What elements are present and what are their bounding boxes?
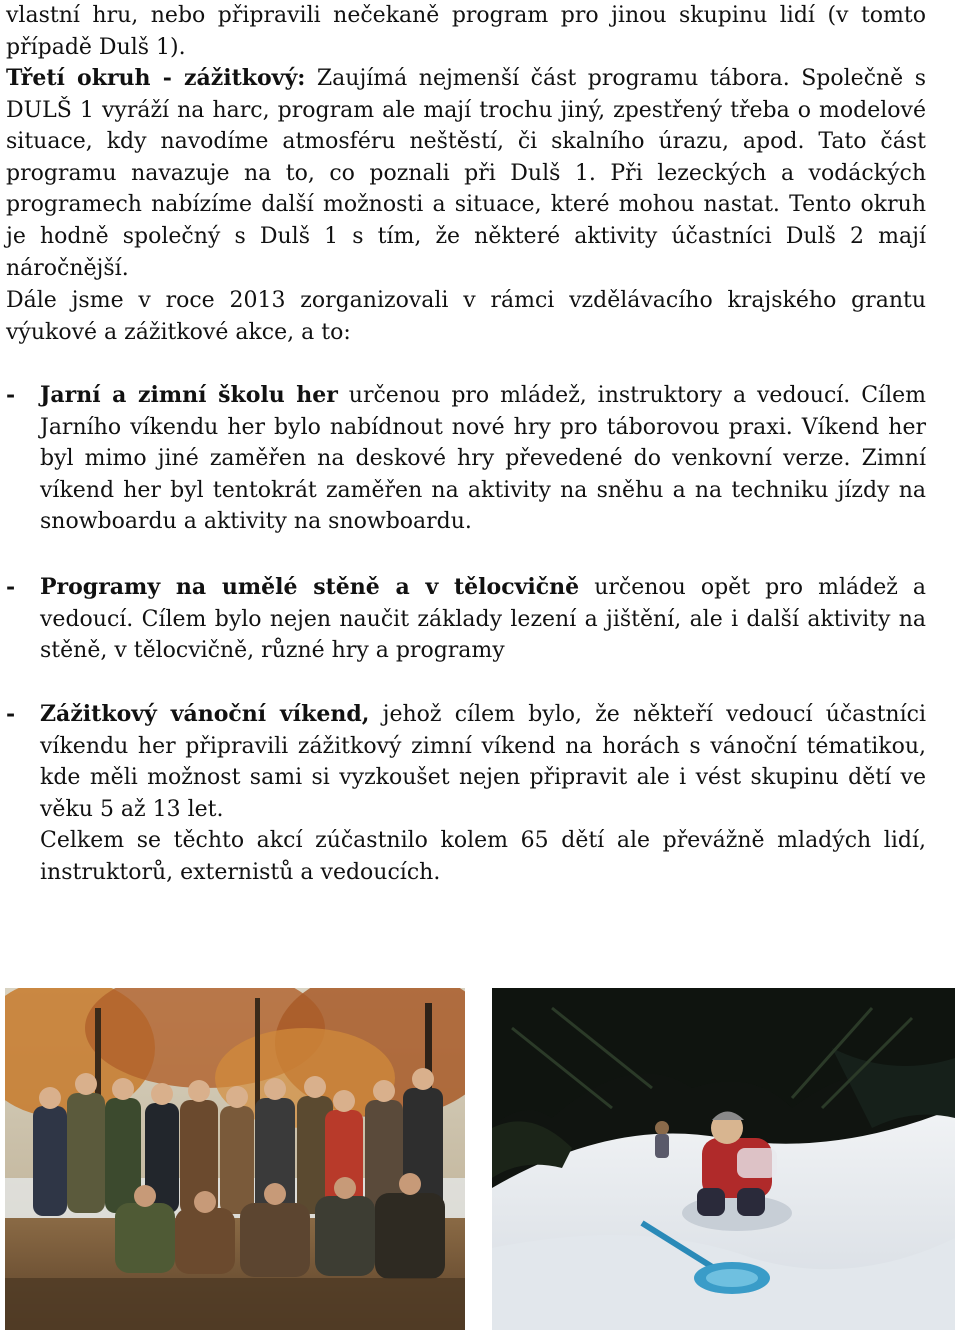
paragraph-2013-text: Dále jsme v roce 2013 zorganizovali v rámci vzdělávacího krajského grantu výukové a zážitkové akce, a to: xyxy=(6,288,926,345)
item2-text: určenou opět pro mládež a vedoucí. Cílem bylo nejen naučit základy lezení a jištění, ale i další aktivity na stěně, v tělocvičně, různé hry a programy xyxy=(40,575,926,664)
list-dash: - xyxy=(6,701,16,727)
sledding-photo-image xyxy=(492,988,955,1330)
item2-heading: Programy na umělé stěně a v tělocvičně xyxy=(40,574,580,600)
list-dash: - xyxy=(6,382,16,408)
item3-summary: Celkem se těchto akcí zúčastnilo kolem 65 dětí ale převážně mladých lidí, instruktorů, externistů a vedoucích. xyxy=(40,828,926,885)
third-circuit-heading: Třetí okruh - zážitkový: xyxy=(6,65,306,91)
item1-heading: Jarní a zimní školu her xyxy=(40,382,338,408)
paragraph-2013 xyxy=(6,285,926,348)
list-item-climbing-wall xyxy=(6,572,926,667)
sledding-photo xyxy=(492,988,955,1330)
paragraph-third-circuit xyxy=(6,63,926,284)
paragraph-intro xyxy=(6,0,926,63)
third-circuit-text: Zaujímá nejmenší část programu tábora. Společně s DULŠ 1 vyráží na harc, program ale mají trochu jiný, zpestřený třeba o modelové situace, kdy navodíme atmosféru neštěstí, či skalního úrazu, apod. Tato část programu navazuje na to, co poznali při Dulš 1. Při lezeckých a vodáckých programech nabízíme další možnosti a situace, které mohou nastat. Tento okruh je hodně společný s Dulš 1 s tím, že některé aktivity účastníci Dulš 2 mají náročnější. xyxy=(6,66,926,281)
list-item-game-school xyxy=(6,380,926,538)
item3-heading: Zážitkový vánoční víkend, xyxy=(40,701,370,727)
list-item-christmas-weekend xyxy=(6,699,926,889)
list-dash: - xyxy=(6,574,16,600)
item1-text: určenou pro mládež, instruktory a vedoucí. Cílem Jarního víkendu her bylo nabídnout nové hry pro táborovou praxi. Víkend her byl mimo jiné zaměřen na deskové hry převedené do venkovní verze. Zimní víkend her byl tentokrát zaměřen na aktivity na sněhu a na techniku jízdy na snowboardu a aktivity na snowboardu. xyxy=(40,383,926,535)
intro-text: vlastní hru, nebo připravili nečekaně program pro jinou skupinu lidí (v tomto případě Dulš 1). xyxy=(6,3,926,60)
group-photo-image xyxy=(5,988,465,1330)
group-photo xyxy=(5,988,465,1330)
item3-text: jehož cílem bylo, že někteří vedoucí účastníci víkendu her připravili zážitkový zimní víkend na horách s vánoční tématikou, kde měli možnost sami si vyzkoušet nejen připravit ale i vést skupinu dětí ve věku 5 až 13 let. xyxy=(40,702,926,822)
